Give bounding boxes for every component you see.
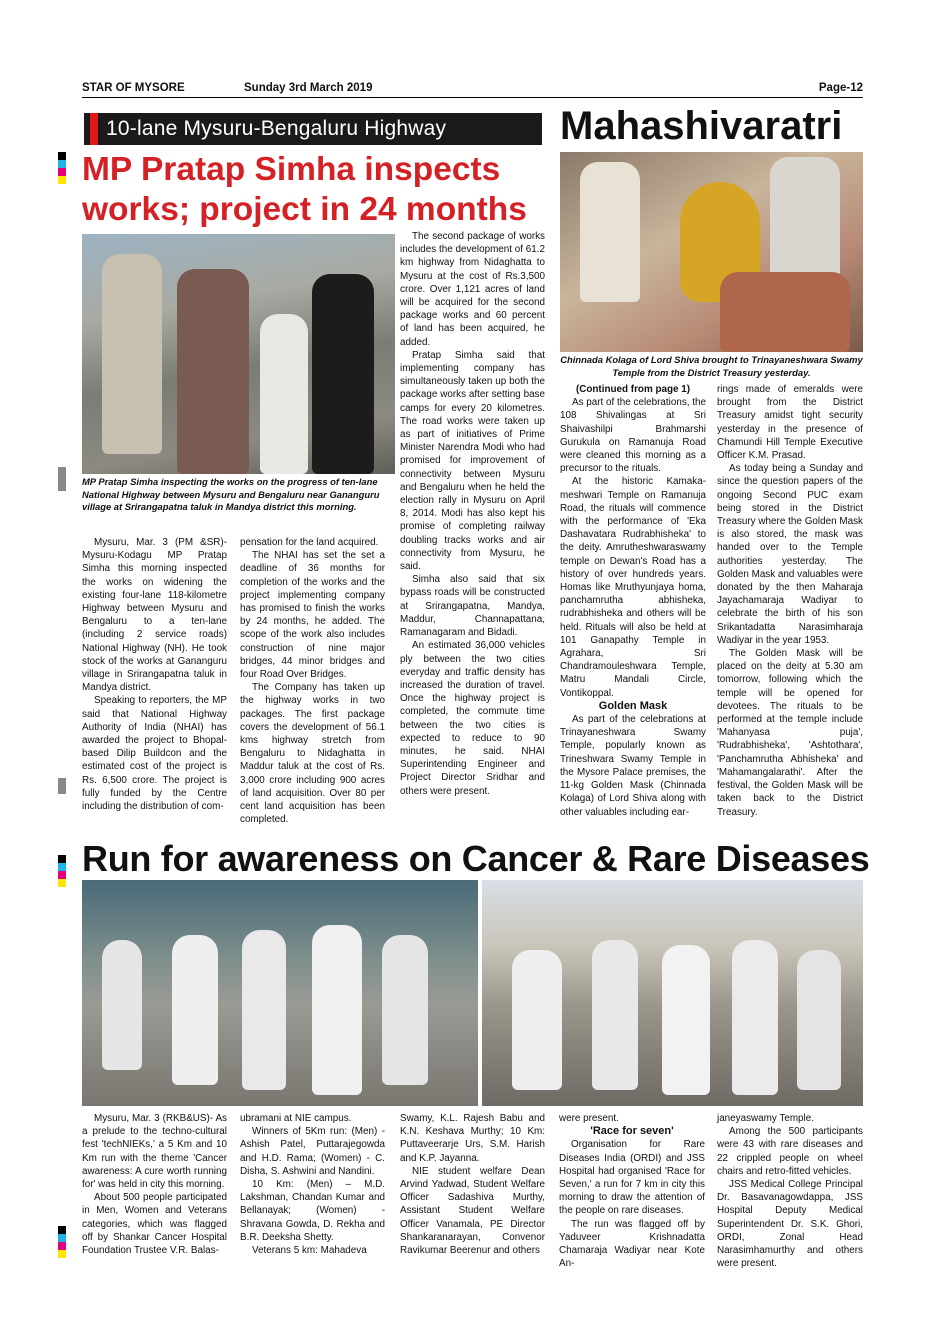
paragraph: pensation for the land acquired. <box>240 537 379 548</box>
article-column-3 <box>400 230 545 798</box>
paragraph: 10 Km: (Men) – M.D. Lakshman, Chandan Kumar and Bellanayak; (Women) - Shravana Gowda, D. Rekha and B.R. Deeksha Shetty. <box>240 1179 385 1243</box>
paragraph: janeyaswamy Temple. <box>717 1113 814 1124</box>
paragraph: As today being a Sunday and since the question papers of the ongoing Second PUC exam being stored in the District Treasury where the Golden Mask is also stored, the mask was handed over to the Temple authorities yesterday. The Golden Mask and valuables were donated by the then Maharaja Jayachamaraja Wadiyar to celebrate the birth of his son Srikantadatta Narasimharaja Wadiyar in the year 1953. <box>717 463 864 646</box>
paragraph: were present. <box>559 1113 619 1124</box>
paragraph: Organisation for Rare Diseases India (ORDI) and JSS Hospital had organised 'Race for Seven,' a run for 7 km in city this morning to draw the attention of the people on rare diseases. <box>559 1139 705 1217</box>
paragraph: As part of the celebrations, the 108 Shivalingas at Sri Shaivashilpi Brahmarshi Gurukula on Ramanuja Road were cleaned this morning as a precursor to the rituals. <box>560 397 706 475</box>
paragraph: About 500 people participated in Men, Women and Veterans categories, which was flagged off by Shankar Cancer Hospital Foundation Trustee V.R. Balas- <box>82 1192 227 1257</box>
article-column-1 <box>82 536 227 813</box>
photo-caption: Chinnada Kolaga of Lord Shiva brought to Trinayaneshwara Swamy Temple from the District Treasury yesterday. <box>560 354 863 378</box>
rare-diseases-run-photo <box>482 880 863 1106</box>
continued-note: (Continued from page 1) <box>575 384 691 395</box>
paragraph: Mysuru, Mar. 3 (PM &SR)- Mysuru-Kodagu MP Pratap Simha this morning inspected the works on widening the existing four-lane 118-kilometre Highway between Mysuru and Bengaluru to a ten-lane (including 2 service roads) National Highway (NH). He took stock of the works at Gananguru village in Srirangapatna taluk in Mandya district. <box>82 537 227 694</box>
paragraph: JSS Medical College Principal Dr. Basavanagowdappa, JSS Hospital Deputy Medical Superintendent Dr. S.K. Ghori, ORDI, Zonal Head Narasimhamurthy and others were present. <box>717 1179 863 1270</box>
article-column-1 <box>82 1112 227 1257</box>
paragraph: rings made of emeralds were brought from the District Treasury amidst tight security yesterday in the presence of Chamundi Hill Temple Executive Officer K.M. Prasad. <box>717 384 863 462</box>
article-column-5 <box>717 1112 863 1270</box>
article-column-4 <box>559 1112 705 1270</box>
paragraph: Among the 500 participants were 43 with rare diseases and 22 crippled people on wheel chairs and retro-fitted vehicles. <box>717 1126 863 1177</box>
subhead: 'Race for seven' <box>590 1125 674 1138</box>
paragraph: An estimated 36,000 vehicles ply between the two cities everyday and traffic density has increased the duration of travel. Once the highway project is completed, the commute time between the two cities is expected to reduce to 90 minutes, he said. NHAI Superintending Engineer and Project Director Sridhar and others were present. <box>400 640 545 797</box>
paragraph: ubramani at NIE campus. <box>240 1113 352 1124</box>
masthead <box>82 82 863 98</box>
issue-date: Sunday 3rd March 2019 <box>244 82 373 94</box>
paragraph: Winners of 5Km run: (Men) - Ashish Patel, Puttarajegowda and H.D. Rama; (Women) - C. Disha, S. Ashwini and Nandini. <box>240 1126 385 1177</box>
cancer-run-photo <box>82 880 478 1106</box>
subhead: Golden Mask <box>598 699 668 712</box>
color-registration-mark <box>58 152 66 184</box>
story-headline: MP Pratap Simha inspects works; project in 24 months <box>82 151 527 228</box>
article-column-2 <box>240 536 385 826</box>
paragraph: The Golden Mask will be placed on the deity at 5.30 am tomorrow, following which the temple will be opened for devotees. The rituals to be performed at the temple include 'Mahanyasa puja', 'Rudrabhisheka', 'Ashtothara', 'Panchamrutha Abhisheka' and 'Mahamangalarathi'. After the festival, the Golden Mask will be taken back to the District Treasury. <box>717 648 863 818</box>
golden-mask-photo <box>560 152 863 352</box>
color-registration-mark <box>58 855 66 887</box>
story-headline: Run for awareness on Cancer & Rare Diseases <box>82 838 870 879</box>
photo-caption: MP Pratap Simha inspecting the works on the progress of ten-lane National Highway between Mysuru and Bengaluru near Gananguru village at Srirangapatna taluk in Mandya district this morning. <box>82 476 380 513</box>
paragraph: Simha also said that six bypass roads will be constructed at Srirangapatna, Mandya, Maddur, Channapattana, Ramanagaram and Bidadi. <box>400 574 545 639</box>
article-column-1 <box>560 383 706 819</box>
paragraph: At the historic Kamaka-meshwari Temple on Ramanuja Road, the rituals will commence with the performance of 'Eka Dashavatara Rudrabhisheka' to the deity. Amrutheshwaraswamy temple on Dewan's Road has a history of over hundreds years. Homas like Mruthyunjaya homa, panchamrutha abhisheka, rudrabhisheka and others will be held. Rituals will also be held at 101 Ganapathy Temple in Agrahara, Sri Chandramouleshwara Temple, Matru Mandali Circle, Vontikoppal. <box>560 476 706 699</box>
highway-inspection-photo <box>82 234 395 474</box>
article-column-2 <box>717 383 863 819</box>
paragraph: The run was flagged off by Yaduveer Krishnadatta Chamaraja Wadiyar near Kote An- <box>559 1218 705 1270</box>
section-title: Mahashivaratri <box>560 104 843 148</box>
article-column-3 <box>400 1112 545 1257</box>
paragraph: Pratap Simha said that implementing company has simultaneously taken up both the package works after setting base camps for every 20 kilometres. The road works were taken up as part of initiatives of Prime Minister Narendra Modi who had promised for improvement of connectivity between Mysuru and Bengaluru when he held the election rally in Mysuru on April 8, 2014. Modi has also kept his promise of completing railway doubling tracks works and air connectivity from Mysuru, he said. <box>400 349 545 573</box>
paragraph: Swamy, K.L. Rajesh Babu and K.N. Keshava Murthy; 10 Km: Puttaveerarje Urs, S.M. Harish and K.P. Jayanna. <box>400 1113 545 1164</box>
story-kicker: 10-lane Mysuru-Bengaluru Highway <box>84 113 542 145</box>
color-registration-mark <box>58 467 66 491</box>
paragraph: The second package of works includes the development of 61.2 km highway from Nidaghatta to Mysuru at the cost of Rs.3,500 crore. Over 1,121 acres of land will be acquired for the second package works and 60 percent of land has been acquired, he added. <box>400 231 545 348</box>
paragraph: Veterans 5 km: Mahadeva <box>252 1245 367 1257</box>
color-registration-mark <box>58 778 66 794</box>
color-registration-mark <box>58 1226 66 1258</box>
paragraph: NIE student welfare Dean Arvind Yadwad, Student Welfare Officer Sadashiva Murthy, Assistant Student Welfare Officer Vanamala, PE Director Shankaranarayan, Convenor Ravikumar Beerenur and others <box>400 1165 545 1257</box>
paragraph: The Company has taken up the highway works in two packages. The first package covers the development of 56.1 kms highway stretch from Bengaluru to Nidaghatta in Maddur taluk at the cost of Rs. 3,000 crore including 900 acres of land acquisition. Over 80 per cent land acquisition has been completed. <box>240 682 385 826</box>
paragraph: As part of the celebrations at Trinayaneshwara Swamy Temple, popularly known as Trineshwara Swamy Temple in the Mysore Palace premises, the 11-kg Golden Mask (Chinnada Kolaga) of Lord Shiva along with other valuables including ear- <box>560 714 706 818</box>
paper-name: STAR OF MYSORE <box>82 82 185 94</box>
paragraph: Mysuru, Mar. 3 (RKB&US)- As a prelude to the techno-cultural fest 'techNIEKs,' a 5 Km and 10 Km run with the theme 'Cancer awareness: A cure worth running for' was held in city this morning. <box>82 1113 227 1191</box>
paragraph: Speaking to reporters, the MP said that National Highway Authority of India (NHAI) has awarded the project to Bhopal-based Dilip Buildcon and the estimated cost of the project is Rs. 6,500 crore. The project is fully funded by the Centre including the distribution of com- <box>82 695 227 813</box>
article-column-2 <box>240 1112 385 1257</box>
paragraph: The NHAI has set the set a deadline of 36 months for completion of the works and the project implementing company has promised to finish the works by 24 months, he added. The scope of the work also includes construction of nine major bridges, 44 minor bridges and four Road Over Bridges. <box>240 550 385 681</box>
page-number: Page-12 <box>818 82 863 94</box>
